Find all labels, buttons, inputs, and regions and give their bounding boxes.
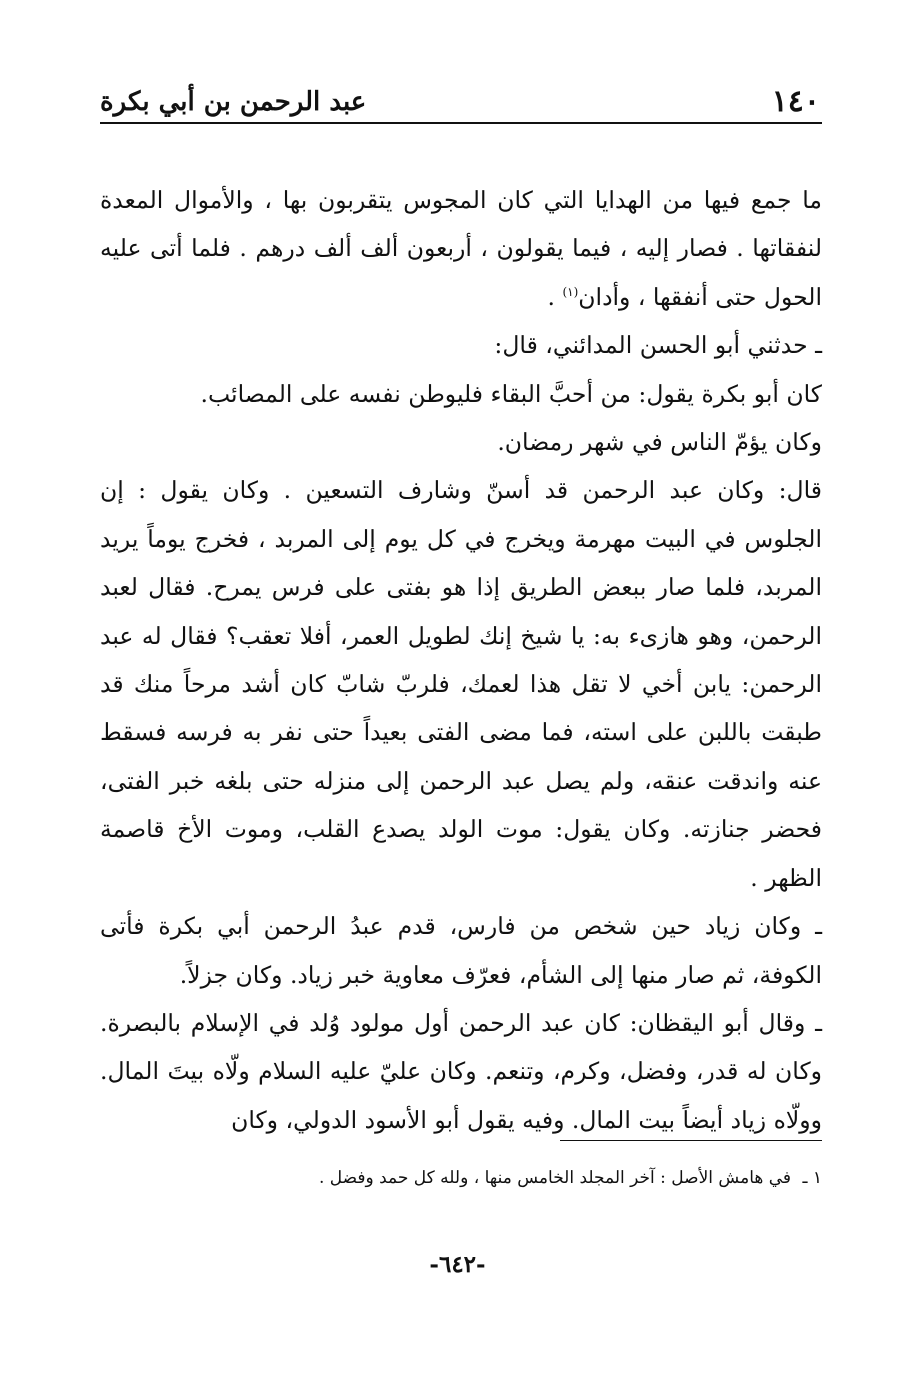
header-rule	[100, 122, 822, 124]
footnote	[100, 1158, 822, 1198]
footnote-rule	[560, 1140, 822, 1141]
header-page-number: ١٤٠	[771, 84, 820, 119]
running-title: عبد الرحمن بن أبي بكرة	[100, 87, 367, 117]
paragraph-6: ـ وكان زياد حين شخص من فارس، قدم عبدُ الرحمن أبي بكرة فأتى الكوفة، ثم صار منها إلى الشأم، فعرّف معاوية خبر زياد. وكان جزلاً.	[100, 912, 822, 989]
footnote-reference: (١)	[562, 284, 579, 299]
footnote-text: في هامش الأصل : آخر المجلد الخامس منها ، ولله كل حمد وفضل .	[318, 1168, 792, 1188]
paragraph-5: قال: وكان عبد الرحمن قد أسنّ وشارف التسعين . وكان يقول : إن الجلوس في البيت مهرمة ويخرج في كل يوم إلى المربد ، فخرج يوماً يريد المربد، فلما صار ببعض الطريق إذا هو بفتى على فرس يمرح. فقال لعبد الرحمن، وهو هازىء به: يا شيخ إنك لطويل العمر، أفلا تعقب؟ فقال له عبد الرحمن: يابن أخي لا تقل هذا لعمك، فلربّ شابّ كان أشد مرحاً منك قد طبقت باللبن على استه، فما مضى الفتى بعيداً حتى نفر به فرسه فسقط عنه واندقت عنقه، ولم يصل عبد الرحمن إلى منزله حتى بلغه خبر الفتى، فحضر جنازته. وكان يقول: موت الولد يصدع القلب، وموت الأخ قاصمة الظهر .	[100, 476, 822, 892]
paragraph-3: كان أبو بكرة يقول: من أحبَّ البقاء فليوطن نفسه على المصائب.	[200, 379, 822, 408]
running-header	[100, 78, 820, 122]
footnote-marker: ١ ـ	[802, 1168, 822, 1188]
main-text	[100, 176, 822, 1144]
paragraph-4: وكان يؤمّ الناس في شهر رمضان.	[497, 428, 822, 457]
paragraph-1-end: .	[547, 282, 563, 311]
paragraph-2: ـ حدثني أبو الحسن المدائني، قال:	[494, 331, 822, 360]
paragraph-1-text: ما جمع فيها من الهدايا التي كان المجوس يتقربون بها ، والأموال المعدة لنفقاتها . فصار إليه ، فيما يقولون ، أربعون ألف ألف درهم . فلما أتى عليه الحول حتى أنفقها ، وأدان	[100, 186, 822, 311]
footer-page-number: -٦٤٢-	[429, 1251, 486, 1278]
paragraph-1	[100, 176, 822, 321]
paragraph-7: ـ وقال أبو اليقظان: كان عبد الرحمن أول مولود وُلد في الإسلام بالبصرة. وكان له قدر، وفضل، وكرم، وتنعم. وكان عليّ عليه السلام ولّاه بيتَ المال. وولّاه زياد أيضاً بيت المال. وفيه يقول أبو الأسود الدولي، وكان	[100, 1008, 822, 1134]
